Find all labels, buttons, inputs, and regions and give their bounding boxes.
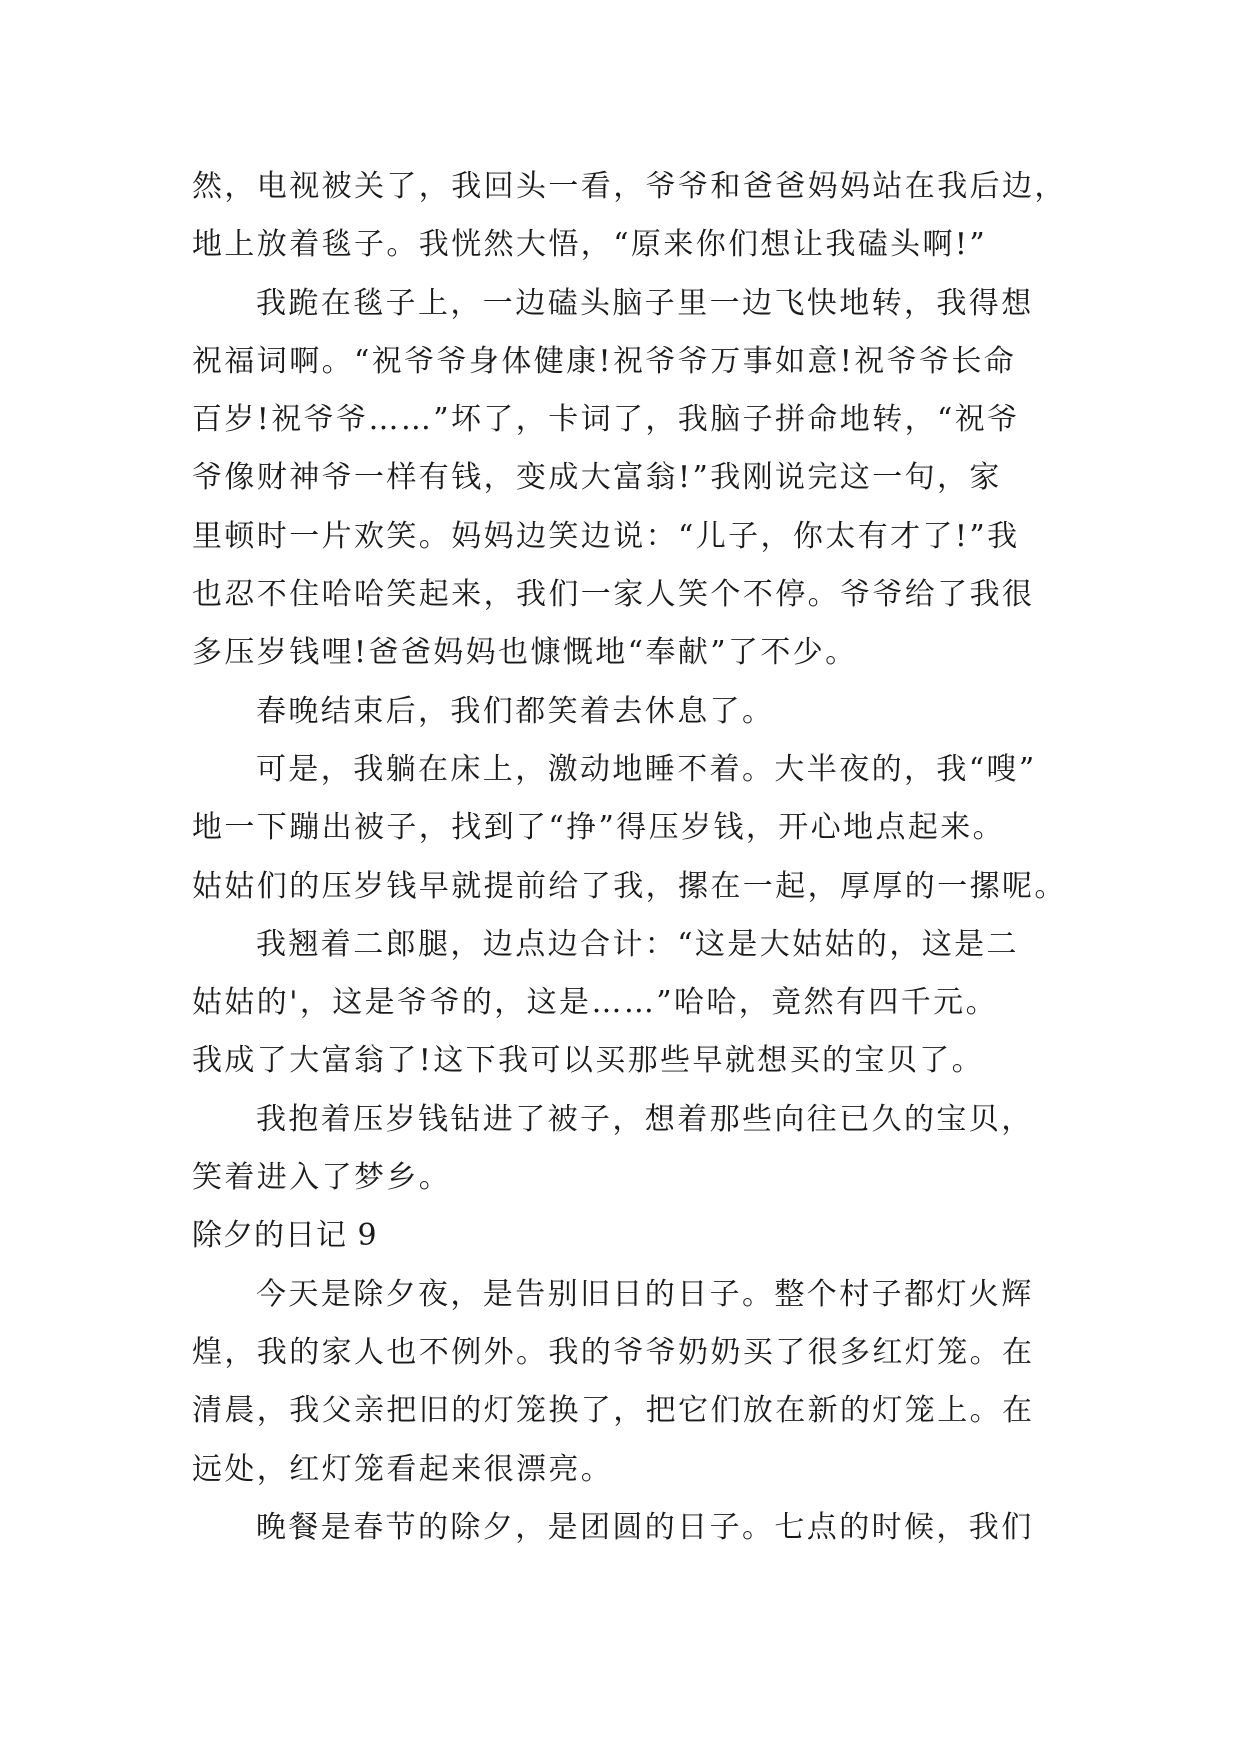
text-line: 地上放着毯子。我恍然大悟，“原来你们想让我磕头啊!”	[192, 227, 988, 263]
text-line: 我跪在毯子上，一边磕头脑子里一边飞快地转，我得想	[256, 285, 1034, 321]
section-heading: 除夕的日记 9	[192, 1218, 378, 1254]
text-line: 百岁!祝爷爷……”坏了，卡词了，我脑子拼命地转，“祝爷	[192, 402, 1020, 438]
text-line: 我抱着压岁钱钻进了被子，想着那些向往已久的宝贝，	[256, 1101, 1034, 1137]
text-line: 地一下蹦出被子，找到了“挣”得压岁钱，开心地点起来。	[192, 810, 1006, 846]
text-line: 我翘着二郎腿，边点边合计：“这是大姑姑的，这是二	[256, 926, 1019, 962]
text-line: 里顿时一片欢笑。妈妈边笑边说：“儿子，你太有才了!”我	[192, 518, 1020, 554]
text-line: 远处，红灯笼看起来很漂亮。	[192, 1451, 614, 1487]
text-line: 姑姑的'，这是爷爷的，这是……”哈哈，竟然有四千元。	[192, 985, 998, 1021]
text-line: 今天是除夕夜，是告别旧日的日子。整个村子都灯火辉	[256, 1276, 1034, 1312]
text-line: 然，电视被关了，我回头一看，爷爷和爸爸妈妈站在我后边，	[192, 169, 1067, 204]
text-line: 我成了大富翁了!这下我可以买那些早就想买的宝贝了。	[192, 1043, 985, 1079]
text-line: 煌，我的家人也不例外。我的爷爷奶奶买了很多红灯笼。在	[192, 1334, 1035, 1370]
text-line: 祝福词啊。“祝爷爷身体健康!祝爷爷万事如意!祝爷爷长命	[192, 343, 1017, 379]
text-line: 多压岁钱哩!爸爸妈妈也慷慨地“奉献”了不少。	[192, 635, 858, 671]
text-line: 可是，我躺在床上，激动地睡不着。大半夜的，我“嗖”	[256, 751, 1037, 787]
text-line: 笑着进入了梦乡。	[192, 1160, 452, 1196]
text-line: 也忍不住哈哈笑起来，我们一家人笑个不停。爷爷给了我很	[192, 577, 1035, 613]
text-line: 姑姑们的压岁钱早就提前给了我，摞在一起，厚厚的一摞呢。	[192, 868, 1067, 904]
document-body	[192, 158, 1072, 1557]
text-line: 晚餐是春节的除夕，是团圆的日子。七点的时候，我们	[256, 1509, 1034, 1545]
text-line: 春晚结束后，我们都笑着去休息了。	[256, 693, 775, 729]
text-line: 清晨，我父亲把旧的灯笼换了，把它们放在新的灯笼上。在	[192, 1393, 1035, 1429]
text-line: 爷像财神爷一样有钱，变成大富翁!”我刚说完这一句，家	[192, 460, 1002, 496]
